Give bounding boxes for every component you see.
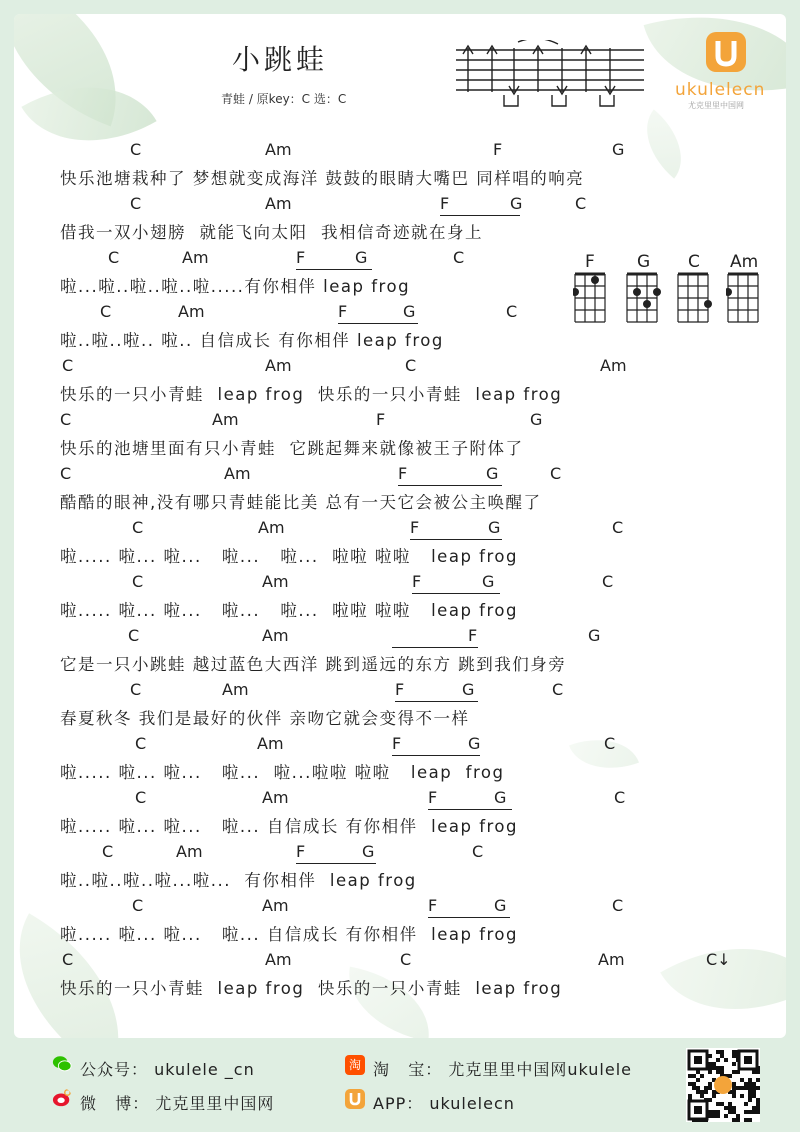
chord-underline bbox=[398, 485, 502, 486]
chord-label: G bbox=[588, 626, 601, 645]
lyric-line: 啦..啦..啦.. 啦.. 自信成长 有你相伴 leap frog bbox=[60, 331, 444, 350]
chord-label: C bbox=[130, 140, 142, 159]
chord-label: Am bbox=[265, 950, 292, 969]
leaf-decoration bbox=[660, 908, 786, 1038]
leaf-decoration bbox=[628, 109, 700, 178]
lyric-line: 它是一只小跳蛙 越过蓝色大西洋 跳到遥远的东方 跳到我们身旁 bbox=[60, 655, 567, 674]
chord-label: C bbox=[453, 248, 465, 267]
chord-label: C bbox=[575, 194, 587, 213]
chord-label: F bbox=[392, 734, 402, 753]
chord-label: F bbox=[428, 896, 438, 915]
chord-label: G bbox=[510, 194, 523, 213]
qr-code bbox=[686, 1048, 760, 1122]
chord-diagram-label: Am bbox=[730, 252, 759, 272]
chord-diagram-am bbox=[726, 272, 762, 326]
chord-label: F bbox=[440, 194, 450, 213]
chord-label: F bbox=[296, 248, 306, 267]
chord-label: G bbox=[355, 248, 368, 267]
song-title: 小跳蛙 bbox=[232, 43, 329, 76]
chord-label: C bbox=[60, 410, 72, 429]
chord-label: G bbox=[488, 518, 501, 537]
chord-underline bbox=[296, 863, 376, 864]
chord-label: C bbox=[132, 518, 144, 537]
chord-label: G bbox=[403, 302, 416, 321]
chord-label: Am bbox=[265, 140, 292, 159]
taobao-shop: 淘 宝： 尤克里里中国网ukulele bbox=[373, 1060, 632, 1079]
chord-label: Am bbox=[224, 464, 251, 483]
lyric-line: 啦..... 啦... 啦... 啦... 啦... 啦啦 啦啦 leap frog bbox=[60, 601, 518, 620]
chord-label: F bbox=[428, 788, 438, 807]
chord-diagram-label: F bbox=[585, 252, 595, 272]
chord-label: Am bbox=[598, 950, 625, 969]
chord-label: C bbox=[400, 950, 412, 969]
chord-label: C bbox=[612, 896, 624, 915]
lyric-line: 快乐的一只小青蛙 leap frog 快乐的一只小青蛙 leap frog bbox=[60, 979, 563, 998]
chord-label: G bbox=[462, 680, 475, 699]
brand-name: ukulelecn bbox=[675, 80, 766, 100]
chord-label: C bbox=[102, 842, 114, 861]
lyric-line: 快乐池塘栽种了 梦想就变成海洋 鼓鼓的眼睛大嘴巴 同样唱的响亮 bbox=[60, 169, 585, 188]
lyric-line: 快乐的一只小青蛙 leap frog 快乐的一只小青蛙 leap frog bbox=[60, 385, 563, 404]
chord-label: F bbox=[412, 572, 422, 591]
chord-underline bbox=[392, 755, 480, 756]
lyric-line: 啦...啦..啦..啦..啦.....有你相伴 leap frog bbox=[60, 277, 411, 296]
chord-label: G bbox=[362, 842, 375, 861]
chord-label: Am bbox=[262, 572, 289, 591]
chord-underline bbox=[395, 701, 478, 702]
chord-label: C bbox=[604, 734, 616, 753]
lyric-line: 啦..... 啦... 啦... 啦... 自信成长 有你相伴 leap frog bbox=[60, 925, 518, 944]
taobao-icon: 淘 bbox=[345, 1055, 365, 1075]
chord-label: C bbox=[108, 248, 120, 267]
chord-label: Am bbox=[262, 788, 289, 807]
chord-label: G bbox=[482, 572, 495, 591]
chord-label: C bbox=[550, 464, 562, 483]
lyric-line: 啦..... 啦... 啦... 啦... 啦...啦啦 啦啦 leap frog bbox=[60, 763, 505, 782]
song-meta: 青蛙 / 原key：C 选：C bbox=[221, 92, 347, 106]
chord-label: C bbox=[100, 302, 112, 321]
chord-label: Am bbox=[222, 680, 249, 699]
strum-pattern-diagram bbox=[456, 40, 646, 108]
chord-label: Am bbox=[262, 626, 289, 645]
chord-label: C bbox=[614, 788, 626, 807]
weibo-icon bbox=[52, 1088, 72, 1108]
chord-label: C bbox=[62, 356, 74, 375]
chord-label: C bbox=[135, 788, 147, 807]
chord-underline bbox=[410, 539, 502, 540]
chord-diagram-label: G bbox=[637, 252, 651, 272]
chord-label: G bbox=[468, 734, 481, 753]
weibo-account: 微 博： 尤克里里中国网 bbox=[80, 1094, 275, 1113]
chord-underline bbox=[440, 215, 520, 216]
chord-label: C bbox=[135, 734, 147, 753]
chord-underline bbox=[296, 269, 372, 270]
chord-label: Am bbox=[257, 734, 284, 753]
chord-diagram-label: C bbox=[688, 252, 700, 272]
chord-label: C↓ bbox=[706, 950, 731, 969]
chord-label: F bbox=[338, 302, 348, 321]
chord-label: G bbox=[530, 410, 543, 429]
chord-label: Am bbox=[176, 842, 203, 861]
chord-label: F bbox=[493, 140, 503, 159]
chord-underline bbox=[428, 809, 512, 810]
chord-label: G bbox=[494, 896, 507, 915]
chord-label: C bbox=[612, 518, 624, 537]
chord-label: Am bbox=[265, 356, 292, 375]
chord-label: F bbox=[296, 842, 306, 861]
chord-label: F bbox=[468, 626, 478, 645]
chord-label: Am bbox=[212, 410, 239, 429]
chord-label: C bbox=[132, 572, 144, 591]
lyric-line: 酷酷的眼神,没有哪只青蛙能比美 总有一天它会被公主唤醒了 bbox=[60, 493, 542, 512]
ukulelecn-logo bbox=[706, 32, 746, 72]
chord-label: Am bbox=[178, 302, 205, 321]
chord-diagram-c bbox=[676, 272, 712, 326]
app-icon bbox=[345, 1089, 365, 1109]
chord-label: C bbox=[128, 626, 140, 645]
chord-label: Am bbox=[258, 518, 285, 537]
lyric-line: 借我一双小翅膀 就能飞向太阳 我相信奇迹就在身上 bbox=[60, 223, 483, 242]
lyric-line: 啦..... 啦... 啦... 啦... 自信成长 有你相伴 leap frog bbox=[60, 817, 518, 836]
lyric-line: 春夏秋冬 我们是最好的伙伴 亲吻它就会变得不一样 bbox=[60, 709, 470, 728]
chord-label: Am bbox=[262, 896, 289, 915]
chord-label: C bbox=[405, 356, 417, 375]
chord-diagram-f bbox=[573, 272, 609, 326]
chord-underline bbox=[412, 593, 500, 594]
chord-label: C bbox=[130, 194, 142, 213]
chord-underline bbox=[428, 917, 510, 918]
chord-label: F bbox=[395, 680, 405, 699]
footer bbox=[0, 1040, 800, 1132]
chord-label: F bbox=[410, 518, 420, 537]
chord-label: F bbox=[398, 464, 408, 483]
brand-subtitle: 尤克里里中国网 bbox=[688, 101, 744, 110]
chord-label: C bbox=[62, 950, 74, 969]
lyric-line: 快乐的池塘里面有只小青蛙 它跳起舞来就像被王子附体了 bbox=[60, 439, 524, 458]
chord-label: G bbox=[494, 788, 507, 807]
chord-label: Am bbox=[182, 248, 209, 267]
lyric-line: 啦..... 啦... 啦... 啦... 啦... 啦啦 啦啦 leap frog bbox=[60, 547, 518, 566]
chord-label: C bbox=[602, 572, 614, 591]
chord-label: G bbox=[486, 464, 499, 483]
chord-label: Am bbox=[600, 356, 627, 375]
app-name: APP： ukulelecn bbox=[373, 1094, 515, 1113]
wechat-icon bbox=[52, 1054, 72, 1074]
chord-label: F bbox=[376, 410, 386, 429]
chord-label: C bbox=[132, 896, 144, 915]
wechat-account: 公众号： ukulele _cn bbox=[80, 1060, 255, 1079]
chord-diagram-g bbox=[625, 272, 661, 326]
chord-underline bbox=[338, 323, 418, 324]
chord-label: C bbox=[552, 680, 564, 699]
chord-label: C bbox=[60, 464, 72, 483]
chord-label: C bbox=[506, 302, 518, 321]
lyric-line: 啦..啦..啦..啦...啦... 有你相伴 leap frog bbox=[60, 871, 417, 890]
chord-label: G bbox=[612, 140, 625, 159]
chord-underline bbox=[392, 647, 478, 648]
chord-label: C bbox=[130, 680, 142, 699]
chord-label: Am bbox=[265, 194, 292, 213]
chord-label: C bbox=[472, 842, 484, 861]
